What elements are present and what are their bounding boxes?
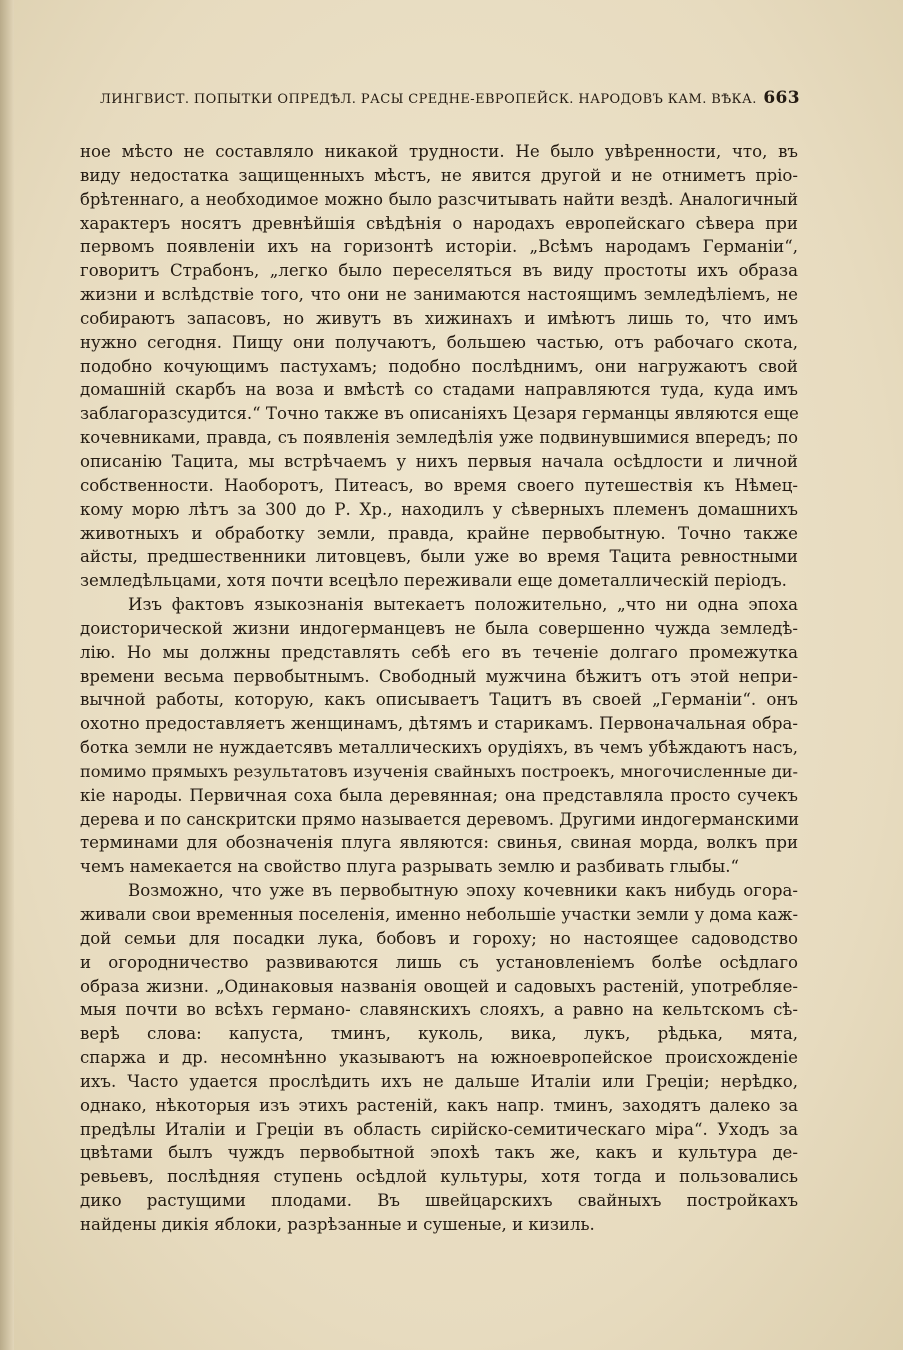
- text-line: заблагоразсудится.“ Точно также въ описаніяхъ Цезаря германцы являются еще: [80, 404, 799, 424]
- text-line: времени весьма первобытнымъ. Свободный мужчина бѣжитъ отъ этой непри-: [80, 666, 798, 686]
- text-line: образа жизни. „Одинаковыя названія овощей и садовыхъ растеній, употребляе-: [80, 976, 798, 996]
- text-line: характеръ носятъ древнѣйшія свѣдѣнія о народахъ европейскаго сѣвера при: [80, 213, 798, 233]
- page-number: 663: [763, 88, 800, 108]
- text-line: вычной работы, которую, какъ описываетъ Тацитъ въ своей „Германіи“. онъ: [80, 690, 798, 710]
- text-line: однако, нѣкоторыя изъ этихъ растеній, какъ напр. тминъ, заходятъ далеко за: [80, 1095, 798, 1115]
- text-line: ное мѣсто не составляло никакой трудности. Не было увѣренности, что, въ: [80, 142, 798, 161]
- text-line: терминами для обозначенія плуга являются: свинья, свиная морда, волкъ при: [80, 833, 798, 853]
- text-line: ихъ. Часто удается прослѣдить ихъ не дальше Италіи или Греціи; нерѣдко,: [80, 1071, 798, 1091]
- text-line: Возможно, что уже въ первобытную эпоху кочевники какъ нибудь огора-: [128, 881, 798, 901]
- text-line: ботка земли не нуждаетсявъ металлическихъ орудіяхъ, въ чемъ убѣждаютъ насъ,: [80, 738, 798, 758]
- text-line: нужно сегодня. Пищу они получаютъ, большею частью, отъ рабочаго скота,: [80, 332, 798, 352]
- text-line: чемъ намекается на свойство плуга разрывать землю и разбивать глыбы.“: [80, 857, 739, 877]
- text-line: Изъ фактовъ языкознанія вытекаетъ положительно, „что ни одна эпоха: [128, 595, 798, 615]
- text-line: говоритъ Страбонъ, „легко было переселяться въ виду простоты ихъ образа: [80, 261, 798, 281]
- text-line: мыя почти во всѣхъ германо- славянскихъ слояхъ, а равно на кельтскомъ сѣ-: [80, 1000, 798, 1020]
- text-line: домашній скарбъ на воза и вмѣстѣ со стадами направляются туда, куда имъ: [80, 380, 798, 400]
- text-line: виду недостатка защищенныхъ мѣстъ, не явится другой и не отниметъ пріо-: [80, 165, 798, 185]
- text-line: подобно кочующимъ пастухамъ; подобно послѣднимъ, они нагружаютъ свой: [80, 356, 798, 376]
- text-line: животныхъ и обработку земли, правда, крайне первобытную. Точно также: [80, 523, 798, 543]
- running-header: [100, 88, 800, 108]
- text-line: цвѣтами былъ чуждъ первобытной эпохѣ такъ же, какъ и культура де-: [80, 1143, 798, 1163]
- text-line: кіе народы. Первичная соха была деревянная; она представляла просто сучекъ: [80, 785, 798, 805]
- text-line: кочевниками, правда, съ появленія земледѣлія уже подвинувшимися впередъ; по: [80, 428, 798, 448]
- text-line: брѣтеннаго, а необходимое можно было разсчитывать найти вездѣ. Аналогичный: [80, 189, 798, 209]
- text-line: первомъ появленіи ихъ на горизонтѣ исторіи. „Всѣмъ народамъ Германіи“,: [80, 237, 798, 257]
- text-line: земледѣльцами, хотя почти всецѣло переживали еще дометаллическій періодъ.: [80, 571, 787, 591]
- text-line: собираютъ запасовъ, но живутъ въ хижинахъ и имѣютъ лишь то, что имъ: [80, 308, 798, 328]
- text-line: жизни и вслѣдствіе того, что они не занимаются настоящимъ земледѣліемъ, не: [80, 285, 798, 305]
- text-line: дико растущими плодами. Въ швейцарскихъ свайныхъ постройкахъ: [80, 1191, 798, 1211]
- text-line: кому морю лѣтъ за 300 до Р. Хр., находилъ у сѣверныхъ племенъ домашнихъ: [80, 499, 798, 519]
- text-line: предѣлы Италіи и Греціи въ область сирійско-семитическаго міра“. Уходъ за: [80, 1119, 798, 1139]
- text-line: доисторической жизни индогерманцевъ не была совершенно чужда земледѣ-: [80, 618, 798, 638]
- text-line: собственности. Наоборотъ, Питеасъ, во время своего путешествія къ Нѣмец-: [80, 475, 798, 495]
- text-line: охотно предоставляетъ женщинамъ, дѣтямъ и старикамъ. Первоначальная обра-: [80, 714, 798, 734]
- text-line: и огородничество развиваются лишь съ установленіемъ болѣе осѣдлаго: [80, 952, 798, 972]
- text-line: айсты, предшественники литовцевъ, были уже во время Тацита ревностными: [80, 547, 798, 567]
- text-line: лію. Но мы должны представлять себѣ его въ теченіе долгаго промежутка: [80, 642, 798, 662]
- text-line: верѣ слова: капуста, тминъ, куколь, вика, лукъ, рѣдька, мята,: [80, 1024, 798, 1044]
- text-line: найдены дикія яблоки, разрѣзанные и сушеные, и кизиль.: [80, 1214, 595, 1234]
- text-line: живали свои временныя поселенія, именно небольшіе участки земли у дома каж-: [80, 905, 798, 924]
- text-line: дой семьи для посадки лука, бобовъ и гороху; но настоящее садоводство: [80, 928, 798, 948]
- body-text: [80, 140, 798, 1237]
- text-line: ревьевъ, послѣдняя ступень осѣдлой культуры, хотя тогда и пользовались: [80, 1167, 798, 1187]
- text-line: дерева и по санскритски прямо называется деревомъ. Другими индогерманскими: [80, 809, 800, 829]
- text-line: спаржа и др. несомнѣнно указываютъ на южноевропейское происхожденіе: [80, 1048, 798, 1068]
- running-title: ЛИНГВИСТ. ПОПЫТКИ ОПРЕДѢЛ. РАСЫ СРЕДНЕ-ЕВРОПЕЙСК. НАРОДОВЪ КАМ. ВѢКА.: [100, 92, 757, 107]
- text-line: помимо прямыхъ результатовъ изученія свайныхъ построекъ, многочисленные ди-: [80, 761, 798, 781]
- text-line: описанію Тацита, мы встрѣчаемъ у нихъ первыя начала осѣдлости и личной: [80, 451, 798, 471]
- page-fold-shadow: [0, 0, 14, 1350]
